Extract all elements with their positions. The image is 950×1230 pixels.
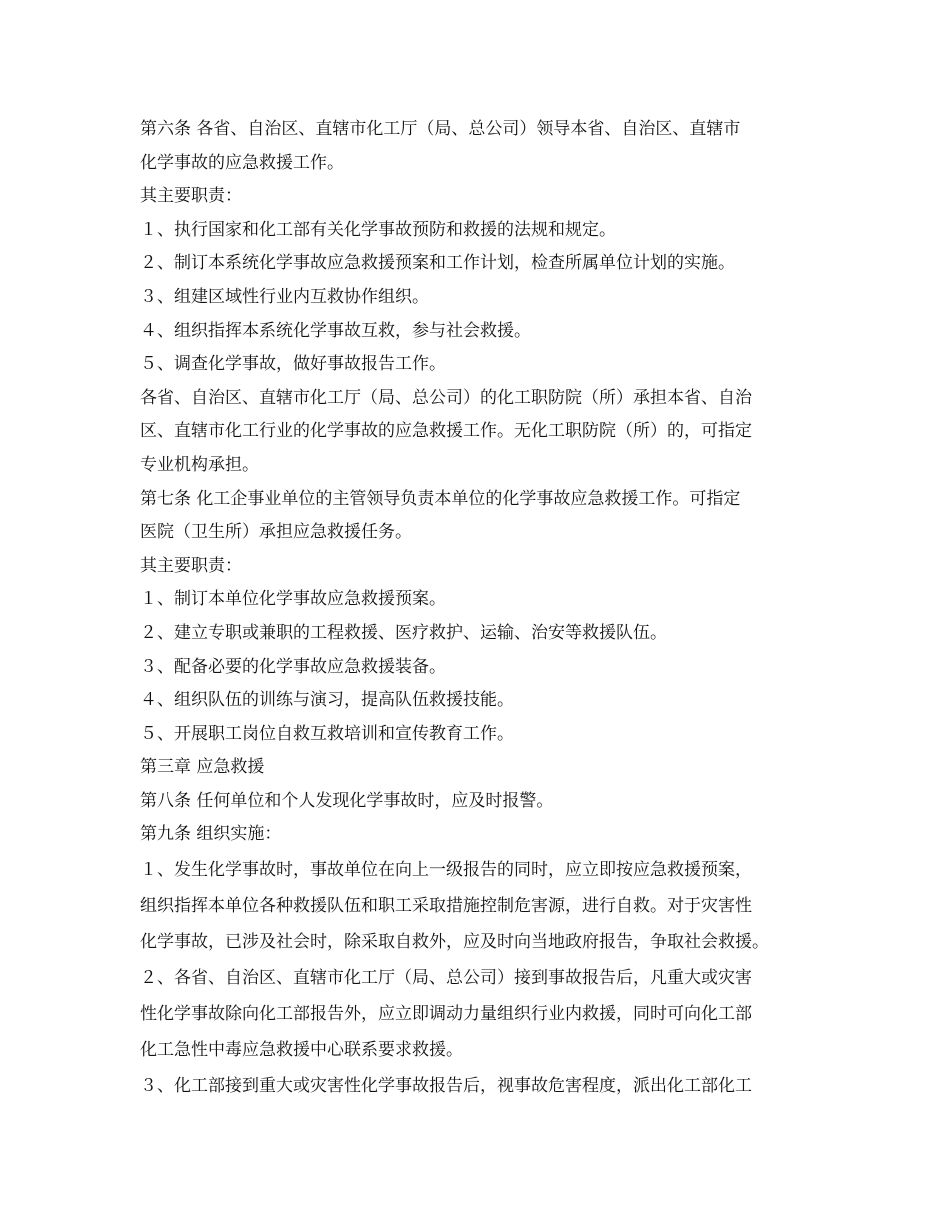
text-line: 第九条 组织实施： <box>140 824 282 845</box>
text-line: 其主要职责： <box>140 186 242 207</box>
text-line: ２、制订本系统化学事故应急救援预案和工作计划，检查所属单位计划的实施。 <box>140 253 735 274</box>
text-line: ３、组建区域性行业内互救协作组织。 <box>140 286 429 307</box>
text-line: 医院（卫生所）承担应急救援任务。 <box>140 522 412 543</box>
text-line: ４、组织队伍的训练与演习，提高队伍救援技能。 <box>140 690 514 711</box>
document-body <box>140 113 830 1104</box>
text-line: 性化学事故除向化工部报告外，应立即调动力量组织行业内救援，同时可向化工部 <box>140 1004 752 1025</box>
text-line: ３、化工部接到重大或灾害性化学事故报告后，视事故危害程度，派出化工部化工 <box>140 1076 752 1097</box>
text-line: 化学事故的应急救援工作。 <box>140 152 344 173</box>
text-line: ２、各省、自治区、直辖市化工厅（局、总公司）接到事故报告后，凡重大或灾害 <box>140 968 752 989</box>
text-line: 化工急性中毒应急救援中心联系要求救援。 <box>140 1040 463 1061</box>
text-line: ５、调查化学事故，做好事故报告工作。 <box>140 354 446 375</box>
text-line: 组织指挥本单位各种救援队伍和职工采取措施控制危害源，进行自救。对于灾害性 <box>140 896 752 917</box>
text-line: 第八条 任何单位和个人发现化学事故时，应及时报警。 <box>140 790 554 811</box>
text-line: 区、直辖市化工行业的化学事故的应急救援工作。无化工职防院（所）的，可指定 <box>140 421 752 442</box>
text-line: 其主要职责： <box>140 555 242 576</box>
chapter-heading: 第三章 应急救援 <box>140 757 265 778</box>
text-line: 各省、自治区、直辖市化工厅（局、总公司）的化工职防院（所）承担本省、自治 <box>140 387 752 408</box>
text-line: １、发生化学事故时，事故单位在向上一级报告的同时，应立即按应急救援预案， <box>140 860 752 881</box>
text-line: 专业机构承担。 <box>140 454 259 475</box>
text-line: １、制订本单位化学事故应急救援预案。 <box>140 589 446 610</box>
text-line: 第六条 各省、自治区、直辖市化工厅（局、总公司）领导本省、自治区、直辖市 <box>140 119 741 139</box>
text-line: １、执行国家和化工部有关化学事故预防和救援的法规和规定。 <box>140 219 616 240</box>
text-line: 第七条 化工企事业单位的主管领导负责本单位的化学事故应急救援工作。可指定 <box>140 488 741 509</box>
text-line: ２、建立专职或兼职的工程救援、医疗救护、运输、治安等救援队伍。 <box>140 622 667 643</box>
text-line: ３、配备必要的化学事故应急救援装备。 <box>140 656 446 677</box>
text-line: ４、组织指挥本系统化学事故互救，参与社会救援。 <box>140 320 531 341</box>
text-line: ５、开展职工岗位自救互救培训和宣传教育工作。 <box>140 723 514 744</box>
text-line: 化学事故，已涉及社会时，除采取自救外，应及时向当地政府报告，争取社会救援。 <box>140 932 769 953</box>
